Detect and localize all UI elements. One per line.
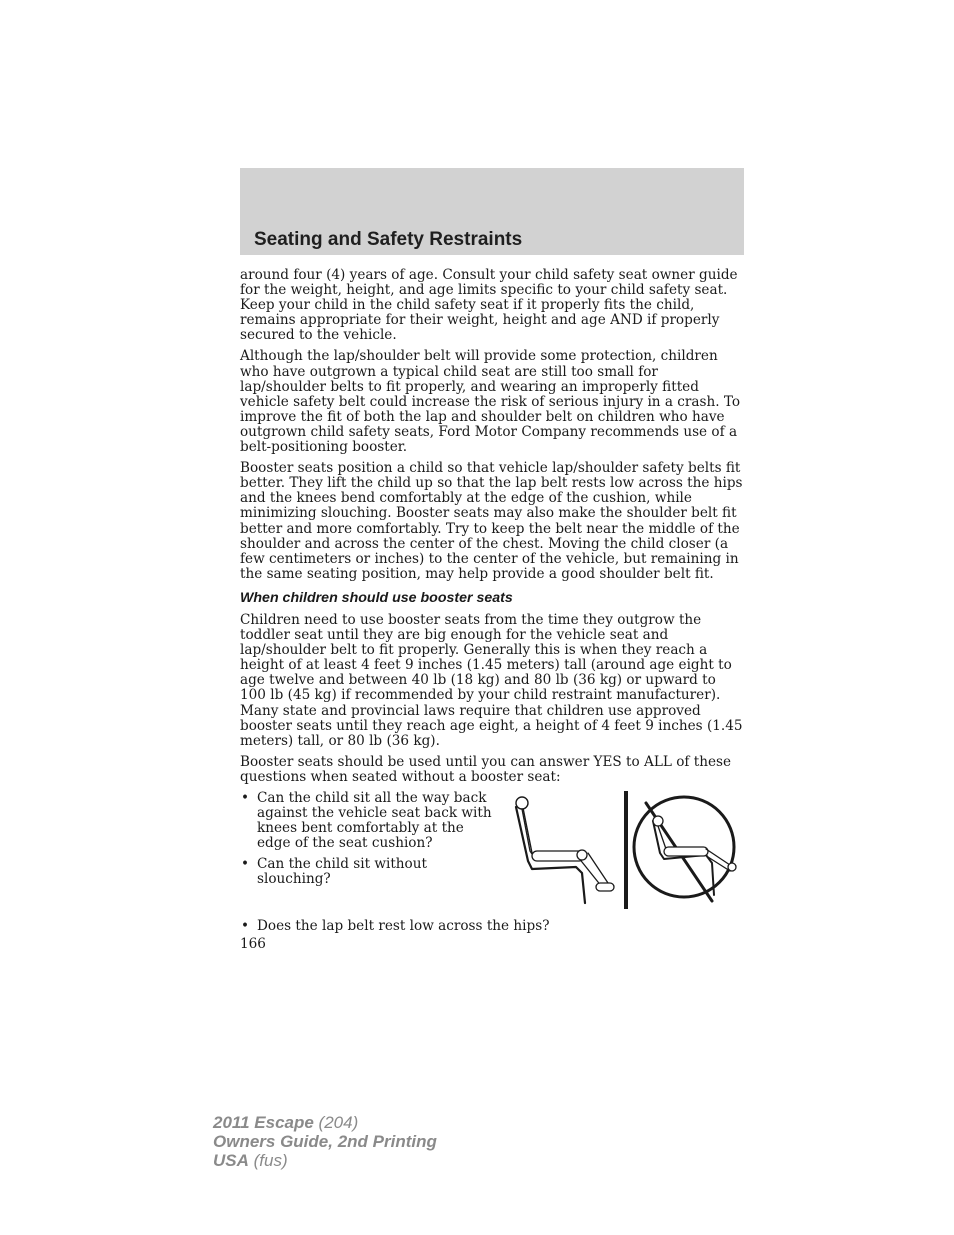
list-item (240, 857, 492, 887)
subheading-booster-seats: When children should use booster seats (240, 589, 513, 606)
footer-line-model (213, 1113, 437, 1132)
footer-model: 2011 Escape (213, 1113, 314, 1132)
paragraph-when-to-use: Children need to use booster seats from the time they outgrow the toddler seat until they are big enough for the vehicle seat and lap/shoulder belt to fit properly. Generally this is when they reach a height of at least 4 feet 9 inches (1.45 meters) tall (around age eight to age twelve and between 40 lb (18 kg) and 80 lb (36 kg) or upward to 100 lb (45 kg) if recommended by your child restraint manufacturer). Many state and provincial laws require that children use approved booster seats until they reach age eight, a height of 4 feet 9 inches (1.45 meters) tall, or 80 lb (36 kg). (240, 611, 743, 749)
paragraph-lap-shoulder-belt: Although the lap/shoulder belt will provide some protection, children who have outgrown a typical child seat are still too small for lap/shoulder belts to fit properly, and wearing an improperly fitted vehicle safety belt could increase the risk of serious injury in a crash. To improve the fit of both the lap and shoulder belt on children who have outgrown child safety seats, Ford Motor Company recommends use of a belt-positioning booster. (240, 348, 741, 456)
booster-seat-illustration (508, 791, 744, 909)
bullet-text: Can the child sit without slouching? (257, 856, 427, 888)
bullet-text: Can the child sit all the way back against the vehicle seat back with knees bent comfortably at the edge of the seat cushion? (257, 790, 492, 852)
list-item (240, 919, 746, 934)
booster-checklist (240, 791, 492, 888)
incorrect-seating-figure (634, 797, 736, 901)
page-body (240, 268, 746, 952)
bullet-text: Does the lap belt rest low across the hips? (257, 918, 550, 934)
paragraph-booster-seats-position: Booster seats position a child so that vehicle lap/shoulder safety belts fit better. They lift the child up so that the lap belt rests low across the hips and the knees bend comfortably at the edge of the cushion, while minimizing slouching. Booster seats may also make the shoulder belt fit better and more comfortably. Try to keep the belt near the middle of the shoulder and across the center of the chest. Moving the child closer (a few centimeters or inches) to the center of the vehicle, but remaining in the same seating position, may help provide a good shoulder belt fit. (240, 460, 743, 582)
footer-line-region (213, 1151, 437, 1170)
bullet-marker: • (241, 856, 250, 873)
section-header-band (240, 168, 744, 255)
bullet-marker: • (241, 918, 250, 934)
footer-guide: Owners Guide, 2nd Printing (213, 1132, 437, 1151)
document-footer (213, 1113, 437, 1170)
bullet-marker: • (241, 790, 250, 806)
correct-seating-figure (516, 797, 614, 903)
booster-checklist-continued (240, 919, 746, 934)
list-item (240, 791, 492, 851)
section-title: Seating and Safety Restraints (254, 229, 523, 250)
bullet-area (240, 791, 746, 919)
footer-model-code: (204) (313, 1113, 359, 1132)
page-number: 166 (240, 936, 266, 953)
footer-region-code: (fus) (248, 1151, 288, 1170)
paragraph-age-limits: around four (4) years of age. Consult your child safety seat owner guide for the weight, height, and age limits specific to your child safety seat. Keep your child in the child safety seat if it properly fits the child, remains appropriate for their weight, height and age AND if properly secured to the vehicle. (240, 267, 738, 344)
paragraph-yes-questions: Booster seats should be used until you can answer YES to ALL of these questions when seated without a booster seat: (240, 753, 732, 785)
footer-region: USA (213, 1151, 249, 1170)
